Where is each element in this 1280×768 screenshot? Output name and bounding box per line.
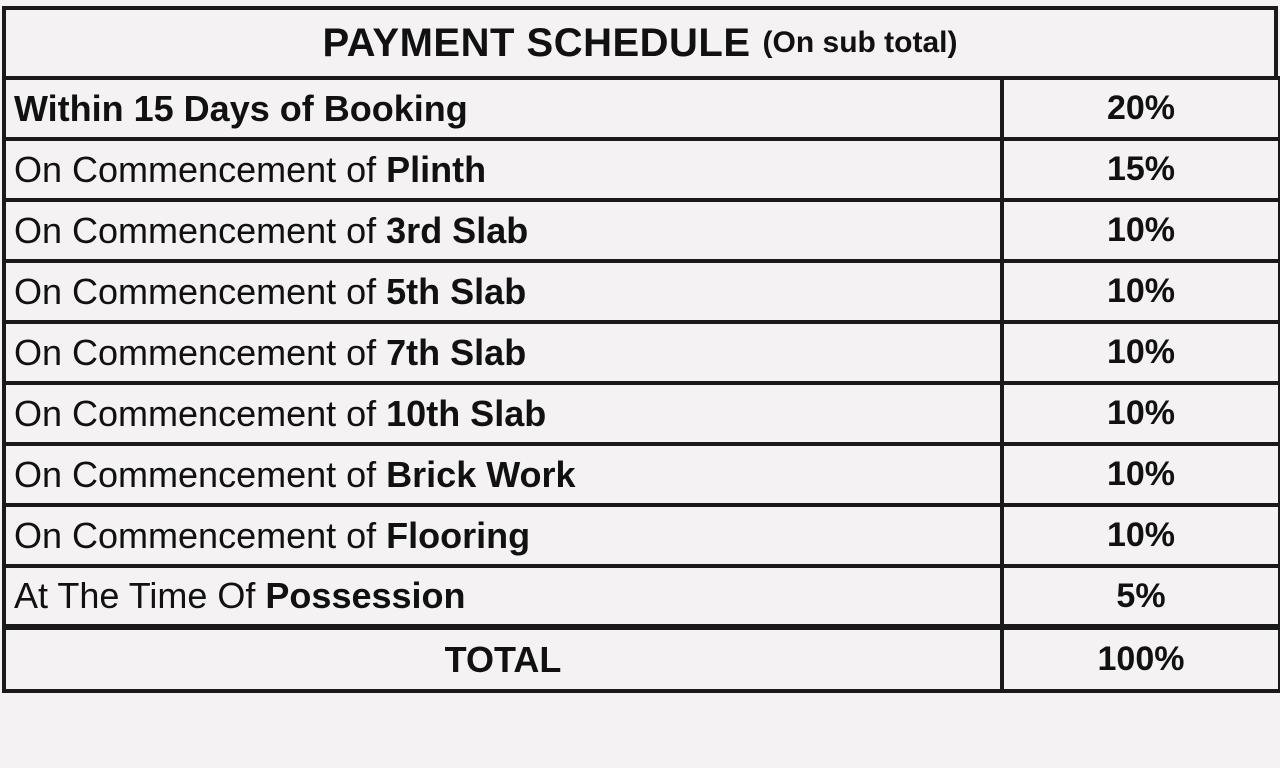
percent-cell: 10%	[1002, 322, 1280, 383]
milestone-cell	[4, 78, 1002, 139]
table-row	[4, 505, 1280, 566]
milestone-prefix: On Commencement of	[14, 148, 387, 190]
milestone-prefix: At The Time Of	[14, 575, 266, 616]
milestone-prefix: On Commencement of	[14, 392, 387, 434]
table-row	[4, 566, 1280, 627]
milestone-cell	[4, 505, 1002, 566]
milestone-name: Possession	[265, 575, 466, 616]
milestone-cell	[4, 261, 1002, 322]
table-row	[4, 139, 1280, 200]
milestone-cell	[4, 444, 1002, 505]
milestone-cell	[4, 322, 1002, 383]
table-row	[4, 444, 1280, 505]
milestone-name: 3rd Slab	[386, 209, 529, 251]
milestone-cell	[4, 566, 1002, 627]
table-row	[4, 322, 1280, 383]
percent-cell: 5%	[1002, 566, 1280, 627]
total-label: TOTAL	[4, 627, 1002, 691]
milestone-name: Brick Work	[386, 453, 576, 495]
milestone-cell	[4, 139, 1002, 200]
schedule-title: PAYMENT SCHEDULE	[322, 20, 751, 65]
schedule-title-box	[2, 6, 1278, 76]
milestone-prefix: On Commencement of	[14, 331, 387, 373]
milestone-prefix: On Commencement of	[14, 453, 387, 495]
percent-cell: 10%	[1002, 444, 1280, 505]
percent-cell: 10%	[1002, 505, 1280, 566]
milestone-prefix: On Commencement of	[14, 270, 387, 312]
milestone-name: Plinth	[386, 148, 487, 190]
milestone-prefix: On Commencement of	[14, 209, 387, 251]
table-row	[4, 383, 1280, 444]
milestone-name: 5th Slab	[386, 270, 527, 312]
milestone-name: Within 15 Days of Booking	[14, 87, 468, 129]
milestone-name: 10th Slab	[386, 392, 547, 434]
milestone-cell	[4, 200, 1002, 261]
milestone-cell	[4, 383, 1002, 444]
payment-schedule-table	[2, 76, 1280, 693]
schedule-subtitle: (On sub total)	[762, 26, 958, 59]
milestone-name: Flooring	[386, 514, 531, 556]
percent-cell: 10%	[1002, 383, 1280, 444]
milestone-prefix: On Commencement of	[14, 514, 387, 556]
percent-cell: 15%	[1002, 139, 1280, 200]
total-percent: 100%	[1002, 627, 1280, 691]
percent-cell: 10%	[1002, 200, 1280, 261]
table-row	[4, 200, 1280, 261]
table-row	[4, 261, 1280, 322]
table-row	[4, 78, 1280, 139]
milestone-name: 7th Slab	[386, 331, 527, 373]
percent-cell: 10%	[1002, 261, 1280, 322]
total-row	[4, 627, 1280, 691]
percent-cell: 20%	[1002, 78, 1280, 139]
